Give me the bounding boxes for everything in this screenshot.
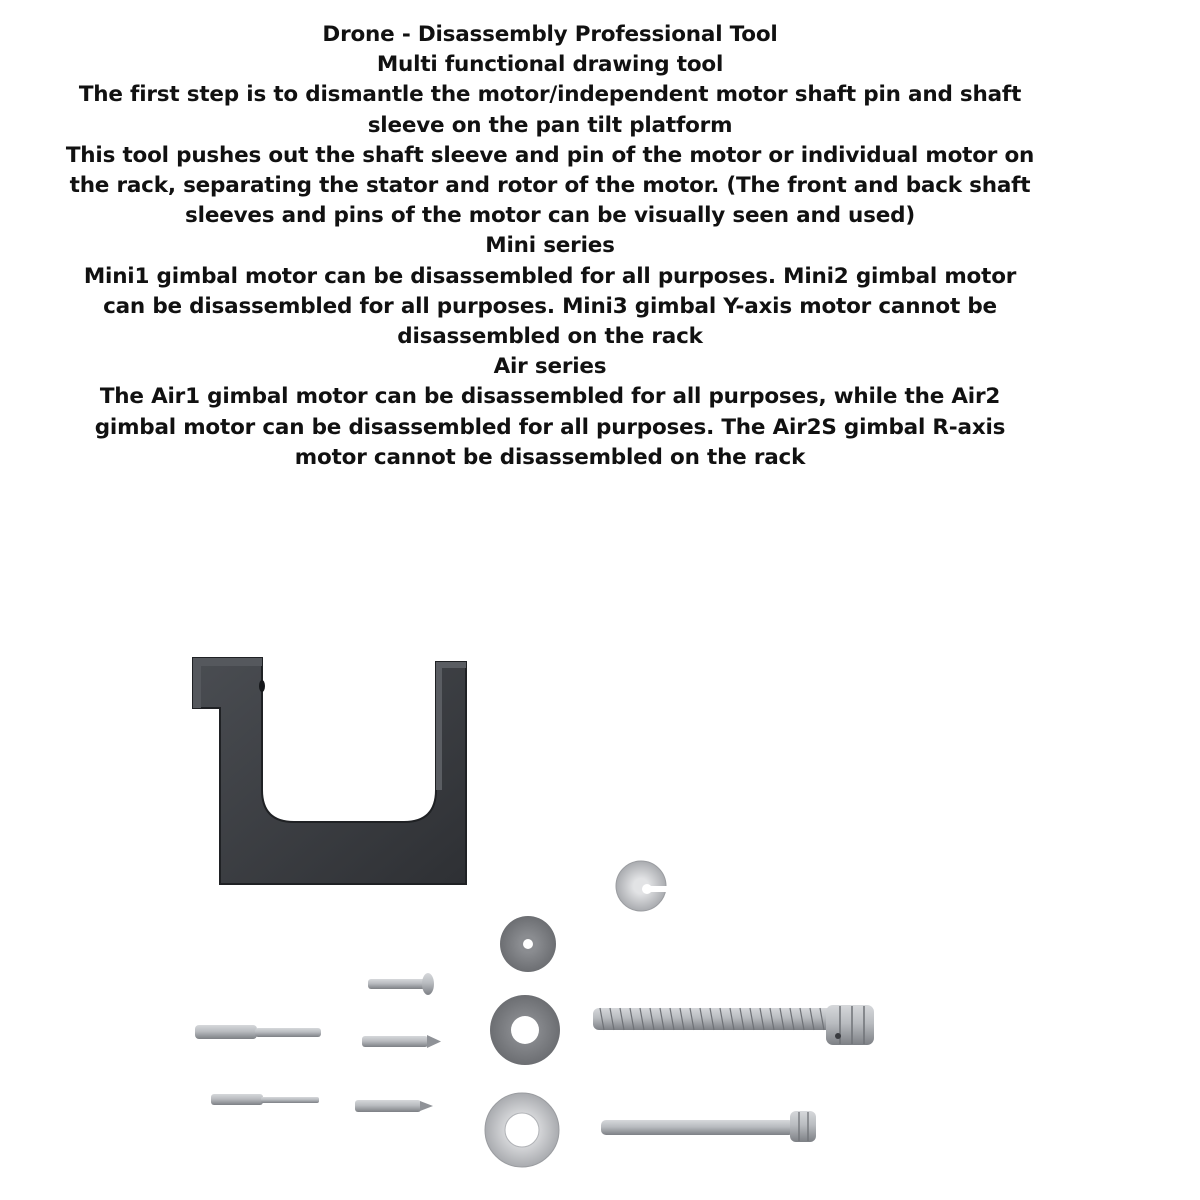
- series-heading-mini: Mini series: [485, 233, 615, 259]
- washer-light-large: [485, 1093, 559, 1167]
- pin-set: [195, 973, 441, 1112]
- tool-function-text: This tool pushes out the shaft sleeve and pin of the motor or individual motor on the rack, separating the stator and rotor of the motor. (The front and back shaft sleeves and pins of the motor can be visually seen and used): [65, 142, 1035, 229]
- short-smooth-screw: [601, 1111, 816, 1142]
- washer-dark-small: [500, 916, 556, 972]
- screw-set: [593, 1005, 874, 1142]
- series-heading-air: Air series: [493, 354, 607, 380]
- u-bracket: [193, 658, 466, 884]
- product-title: Drone - Disassembly Professional Tool: [322, 22, 778, 47]
- series-details-air: The Air1 gimbal motor can be disassembled for all purposes, while the Air2 gimbal motor can be disassembled for all purposes. The Air2S gimbal R-axis motor cannot be disassembled on the rack: [94, 384, 1006, 470]
- product-subtitle: Multi functional drawing tool: [376, 52, 724, 78]
- stepped-pin-large: [195, 1025, 321, 1039]
- series-details-mini: Mini1 gimbal motor can be disassembled for all purposes. Mini2 gimbal motor can be disassembled for all purposes. Mini3 gimbal Y-axis motor cannot be disassembled on the rack: [83, 263, 1017, 350]
- step-one-text: The first step is to dismantle the motor/independent motor shaft pin and shaft sleeve on the pan tilt platform: [78, 82, 1022, 138]
- washer-dark-large: [490, 995, 560, 1065]
- tapered-pin: [355, 1100, 433, 1112]
- headed-pin: [368, 973, 434, 995]
- pointed-pin: [362, 1035, 441, 1048]
- stepped-pin-small: [211, 1094, 319, 1105]
- product-description: [60, 20, 1040, 473]
- long-threaded-screw: [593, 1005, 874, 1045]
- washer-set: [485, 861, 668, 1167]
- washer-notched: [616, 861, 668, 911]
